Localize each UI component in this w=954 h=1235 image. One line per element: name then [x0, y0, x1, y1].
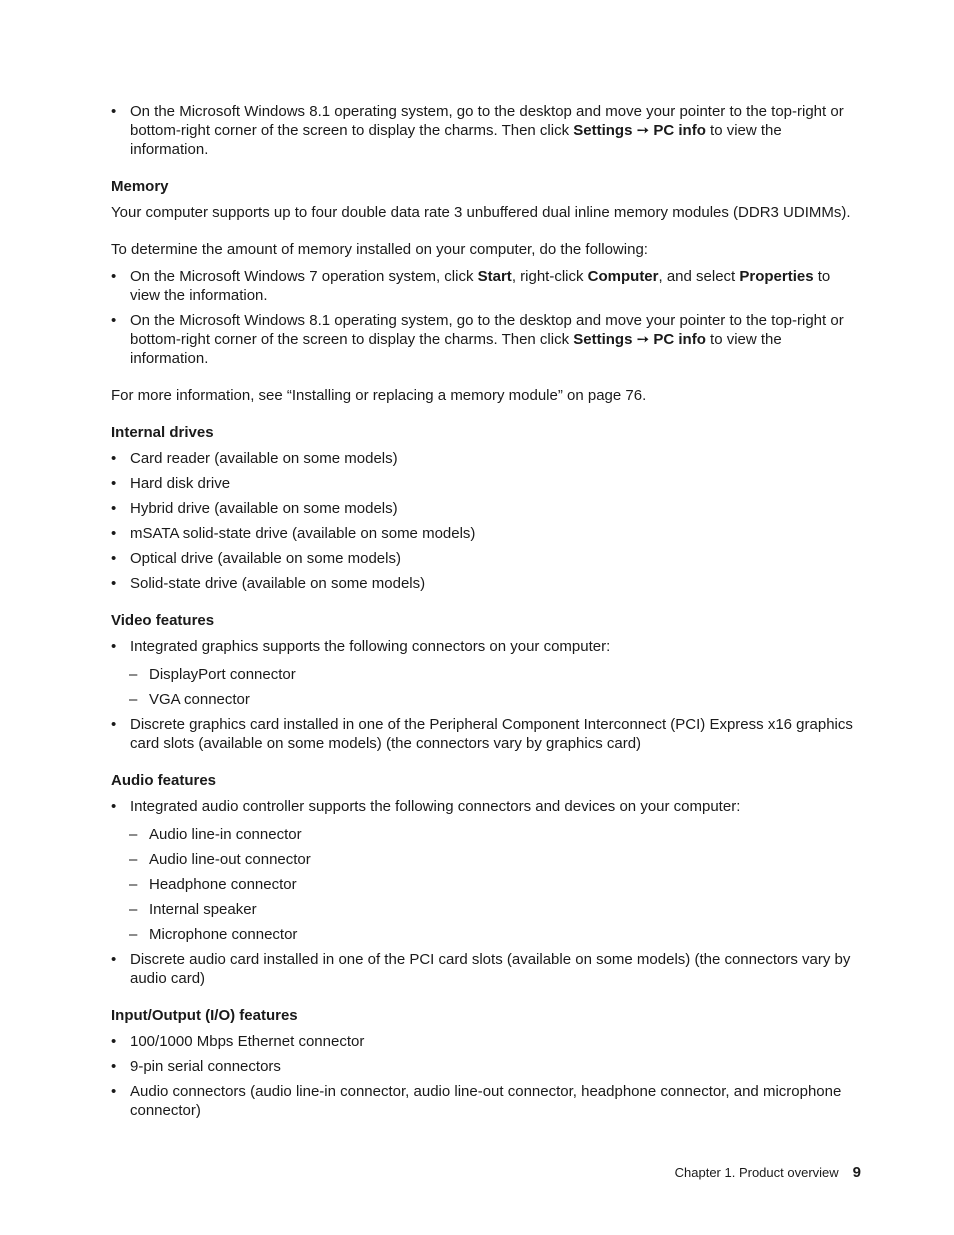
audio-heading: Audio features — [111, 772, 217, 789]
sub-list-item: – Internal speaker — [111, 900, 856, 919]
bullet-text: , and select — [658, 268, 740, 285]
io-list — [111, 1032, 856, 1120]
sub-list-item: – DisplayPort connector — [111, 665, 856, 684]
list-item: • Solid-state drive (available on some models) — [111, 574, 856, 593]
audio-list — [111, 797, 856, 988]
arrow-icon: ➙ — [636, 122, 650, 139]
memory-para-1: Your computer supports up to four double data rate 3 unbuffered dual inline memory modules (DDR3 UDIMMs). — [111, 204, 851, 221]
properties-label: Properties — [739, 268, 814, 285]
pc-info-label: PC info — [653, 331, 706, 348]
memory-para-3: For more information, see “Installing or replacing a memory module” on page 76. — [111, 387, 647, 404]
sub-list-item: – Headphone connector — [111, 875, 856, 894]
memory-bullet-list — [111, 267, 856, 368]
bullet-text: Integrated audio controller supports the following connectors and devices on your computer: — [130, 798, 741, 815]
computer-label: Computer — [587, 268, 659, 285]
chapter-label: Chapter 1. Product overview — [674, 1165, 839, 1180]
list-item — [111, 797, 856, 944]
bullet-text: On the Microsoft Windows 7 operation system, click — [130, 268, 478, 285]
settings-label: Settings — [573, 122, 633, 139]
top-bullet-list — [111, 102, 856, 159]
sub-list-item: – Audio line-out connector — [111, 850, 856, 869]
list-item: • Audio connectors (audio line-in connector, audio line-out connector, headphone connector, and microphone connector) — [111, 1082, 856, 1120]
page-number: 9 — [852, 1164, 861, 1181]
bullet-text: On the Microsoft Windows 8.1 operating system, go to the desktop and move your pointer to the top-right or bottom-right corner of the screen to display the charms. Then click — [130, 103, 844, 139]
page-body — [111, 102, 856, 1126]
internal-drives-list — [111, 449, 856, 593]
page-footer — [675, 1163, 861, 1182]
video-heading: Video features — [111, 612, 215, 629]
list-item: • Discrete graphics card installed in one of the Peripheral Component Interconnect (PCI) Express x16 graphics card slots (available on some models) (the connectors vary by graphics card) — [111, 715, 856, 753]
io-heading: Input/Output (I/O) features — [111, 1007, 298, 1024]
settings-label: Settings — [573, 331, 633, 348]
pc-info-label: PC info — [653, 122, 706, 139]
video-sublist — [111, 665, 856, 709]
bullet-text: Integrated graphics supports the following connectors on your computer: — [130, 638, 611, 655]
bullet-text: to view the information. — [130, 268, 831, 304]
bullet-text: On the Microsoft Windows 8.1 operating system, go to the desktop and move your pointer to the top-right or bottom-right corner of the screen to display the charms. Then click — [130, 312, 844, 348]
list-item: • Card reader (available on some models) — [111, 449, 856, 468]
list-item: • Hard disk drive — [111, 474, 856, 493]
internal-drives-heading: Internal drives — [111, 424, 214, 441]
list-item: • Hybrid drive (available on some models) — [111, 499, 856, 518]
list-item — [111, 637, 856, 709]
sub-list-item: – Audio line-in connector — [111, 825, 856, 844]
bullet-text: to view the information. — [130, 122, 782, 158]
video-list — [111, 637, 856, 753]
list-item: • Optical drive (available on some models) — [111, 549, 856, 568]
list-item: • Discrete audio card installed in one of the PCI card slots (available on some models) (the connectors vary by audio card) — [111, 950, 856, 988]
list-item — [111, 102, 856, 159]
arrow-icon: ➙ — [636, 331, 650, 348]
list-item: • mSATA solid-state drive (available on some models) — [111, 524, 856, 543]
list-item: • 100/1000 Mbps Ethernet connector — [111, 1032, 856, 1051]
bullet-text: , right-click — [511, 268, 588, 285]
list-item: • 9-pin serial connectors — [111, 1057, 856, 1076]
start-label: Start — [477, 268, 512, 285]
sub-list-item: – Microphone connector — [111, 925, 856, 944]
memory-heading: Memory — [111, 178, 169, 195]
bullet-text: to view the information. — [130, 331, 782, 367]
memory-para-2: To determine the amount of memory installed on your computer, do the following: — [111, 241, 648, 258]
sub-list-item: – VGA connector — [111, 690, 856, 709]
audio-sublist — [111, 825, 856, 944]
list-item — [111, 311, 856, 368]
list-item — [111, 267, 856, 305]
